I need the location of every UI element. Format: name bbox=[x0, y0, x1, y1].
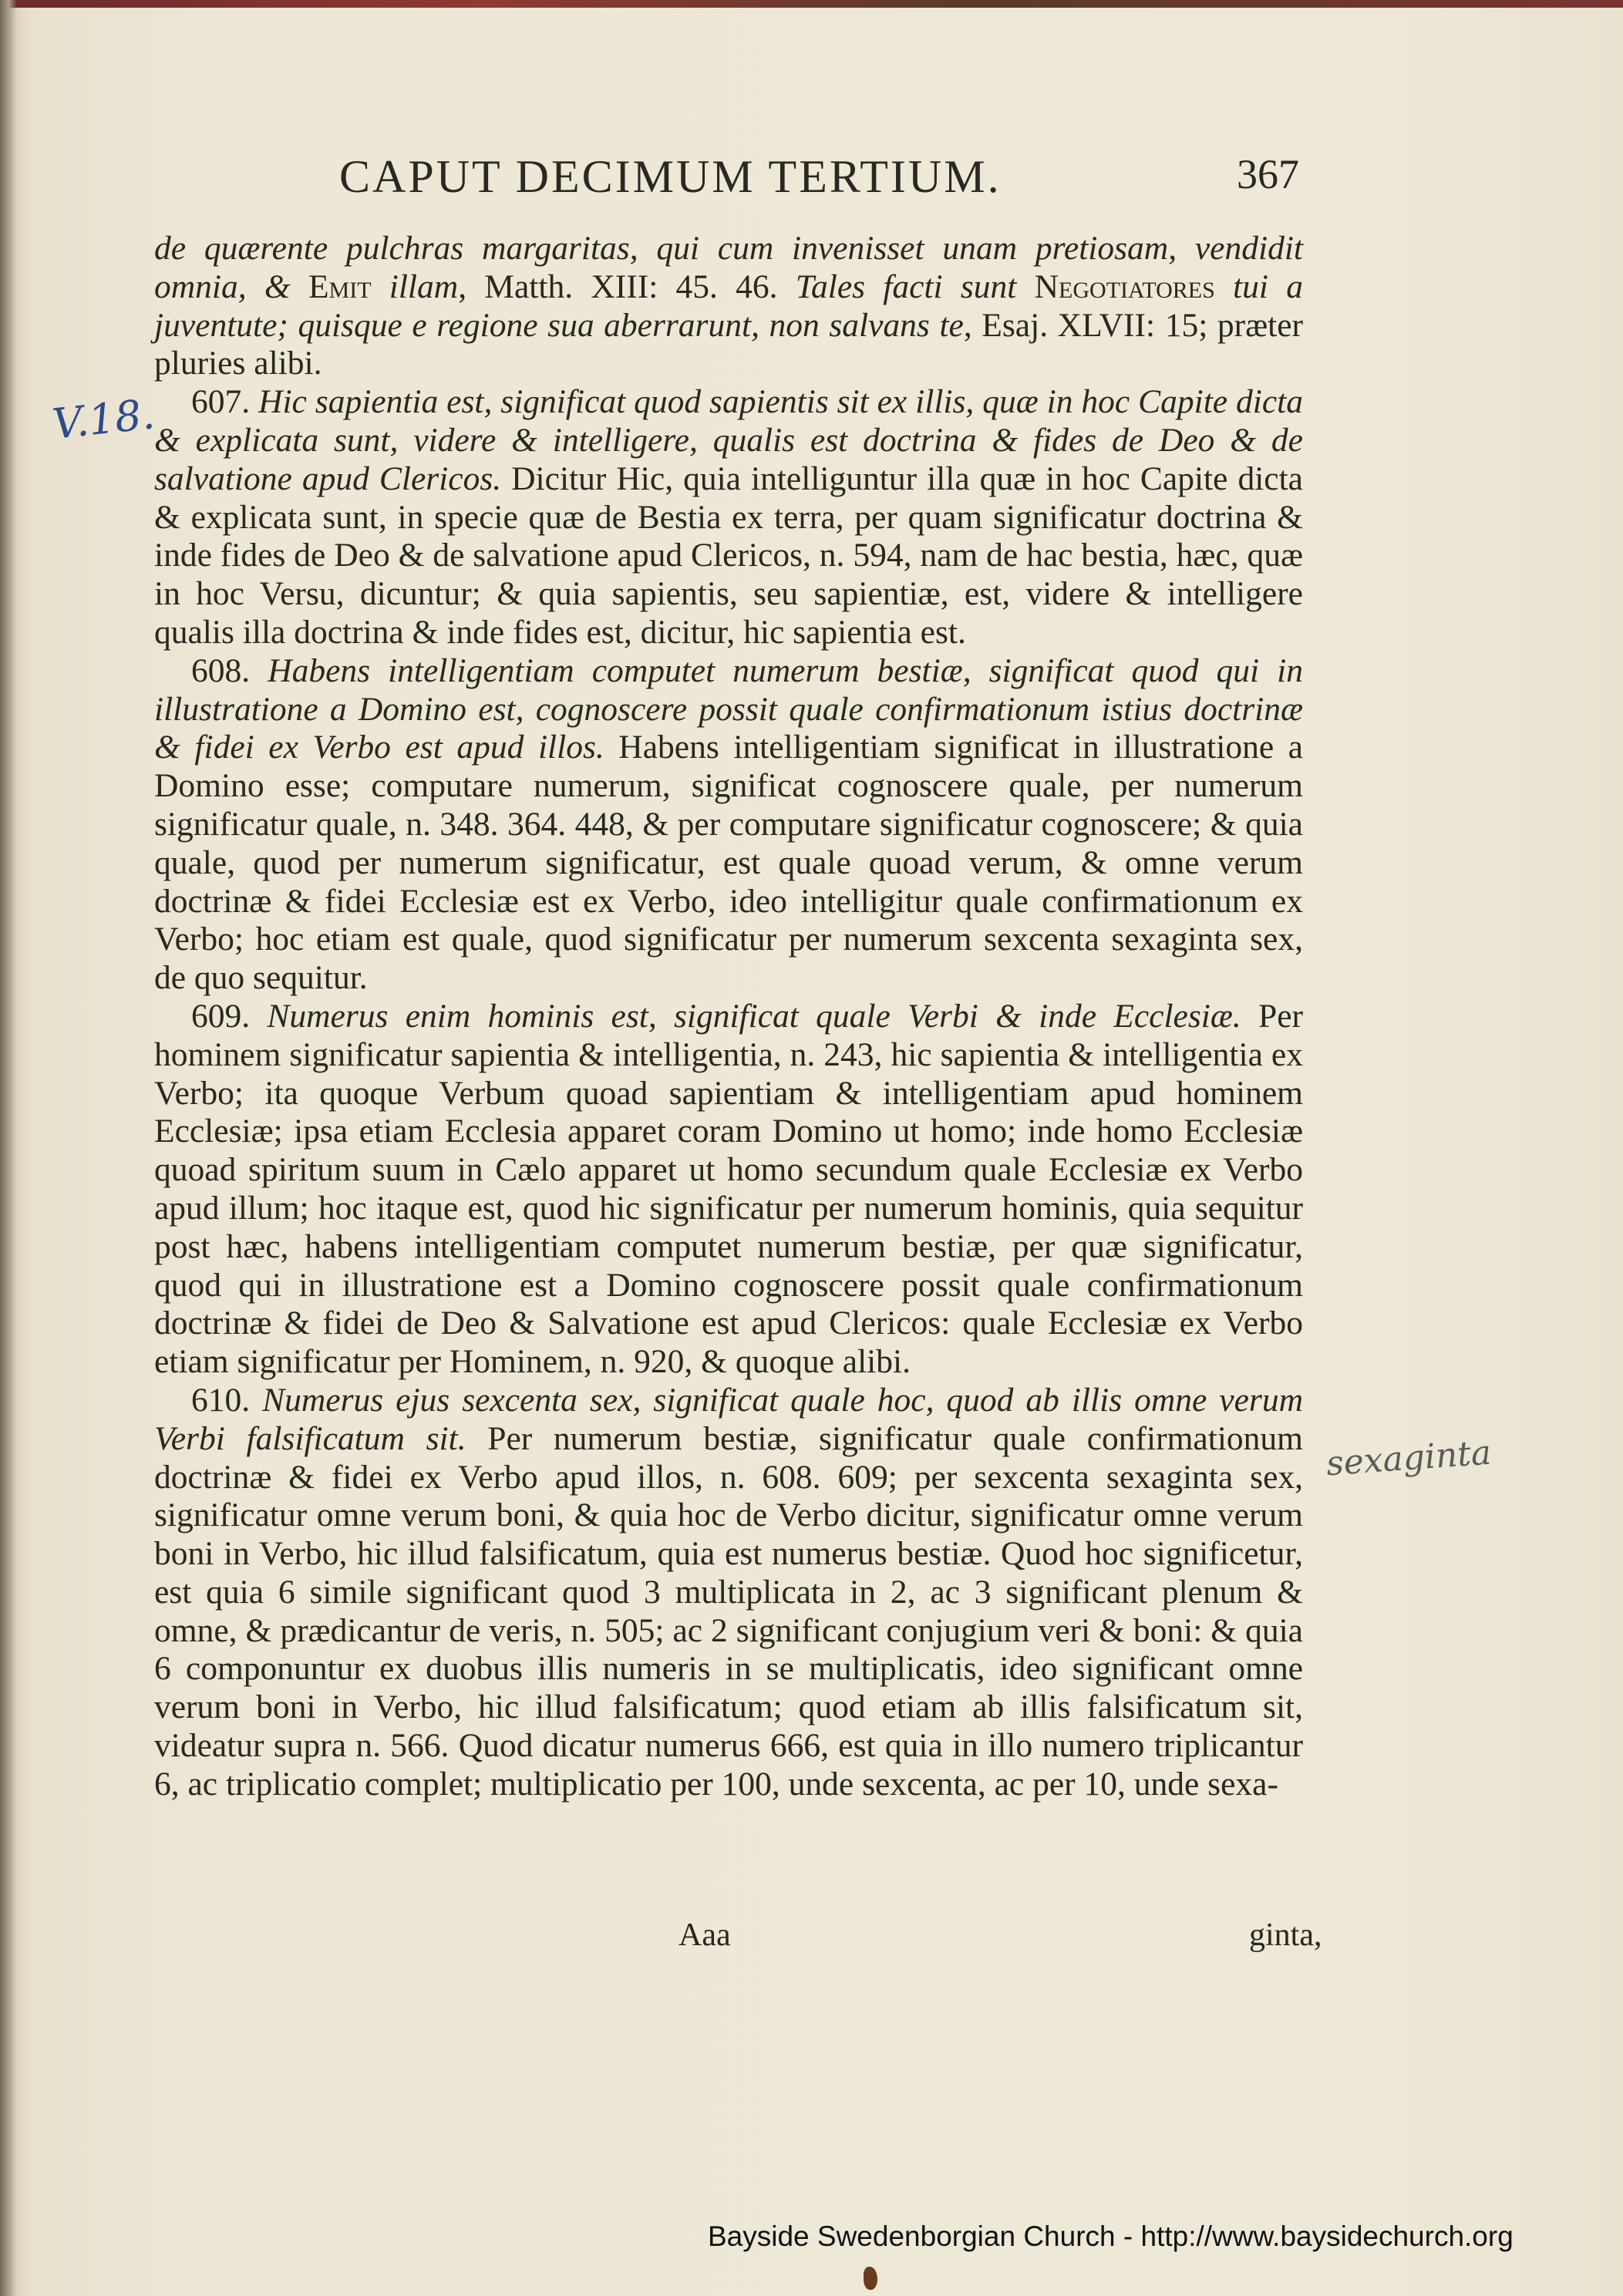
body-text bbox=[154, 230, 1303, 1804]
handwritten-margin-note-right: sexaginta bbox=[1325, 1432, 1493, 1484]
handwritten-margin-note-left: V.18. bbox=[50, 389, 157, 449]
text-span: , Esaj. XLVII: 15; præter pluries alibi. bbox=[154, 306, 1303, 382]
gutter-shadow bbox=[0, 0, 17, 2296]
paragraph-607 bbox=[154, 383, 1303, 652]
paragraph-608 bbox=[154, 652, 1303, 998]
paragraph-number: 609. bbox=[191, 997, 268, 1035]
text-span: de quærente pulchras margaritas, qui cum invenisset unam pretiosam, vendidit omnia, & bbox=[154, 230, 1303, 305]
paragraph-heading: Numerus ejus sexcenta sex, significat quale hoc, quod ab illis omne verum Verbi falsificatum sit. bbox=[154, 1381, 1303, 1457]
text-span: illam bbox=[371, 268, 459, 305]
paragraph-text: Per numerum bestiæ, significatur quale confirmationum doctrinæ & fidei ex Verbo apud illos, n. 608. 609; per sexcenta sexaginta sex, significatur omne verum boni, & quia hoc de Verbo dicitur, significatur omne verum boni in Verbo, hic illud falsificatum, quia est numerus bestiæ. Quod hoc significetur, est quia 6 simile significant quod 3 multiplicata in 2, ac 3 significant plenum & omne, & prædicantur de veris, n. 505; ac 2 significant conjugium veri & boni: & quia 6 componuntur ex duobus illis numeris in se multiplicatis, ideo significant omne verum boni in Verbo, hic illud falsificatum; quod etiam ab illis falsificatum sit, videatur supra n. 566. Quod dicatur numerus 666, est quia in illo numero triplicantur 6, ac triplicatio complet; multiplicatio per 100, unde sexcenta, ac per 10, unde sexa- bbox=[154, 1419, 1303, 1803]
ink-stain bbox=[864, 2267, 877, 2290]
book-edge-top bbox=[0, 0, 1623, 8]
paragraph-text: Dicitur Hic, quia intelliguntur illa quæ in hoc Capite dicta & explicata sunt, in specie quæ de Bestia ex terra, per quam significatur doctrina & inde fides de Deo & de salvatione apud Clericos, n. 594, nam de hac bestia, hæc, quæ in hoc Versu, dicuntur; & quia sapientis, seu sapientiæ, est, videre & intelligere qualis illa doctrina & inde fides est, dicitur, hic sapientia est. bbox=[154, 460, 1303, 651]
catchword: ginta, bbox=[1249, 1917, 1322, 1953]
paragraph-continuation bbox=[154, 230, 1303, 383]
paragraph-number: 607. bbox=[191, 383, 259, 421]
paragraph-text: Per hominem significatur sapientia & intelligentia, n. 243, hic sapientia & intelligentia ex Verbo; ita quoque Verbum quoad sapientiam & intelligentiam apud hominem Ecclesiæ; ipsa etiam Ecclesia apparet coram Domino ut homo; inde homo Ecclesiæ quoad spiritum suum in Cælo apparet ut homo secundum quale Ecclesiæ ex Verbo apud illum; hoc itaque est, quod hic significatur per numerum hominis, quia sequitur post hæc, habens intelligentiam computet numerum bestiæ, per quæ significatur, quod qui in illustratione est a Domino cognoscere possit quale confirmationum doctrinæ & fidei de Deo & Salvatione est apud Clericos: quale Ecclesiæ ex Verbo etiam significatur per Hominem, n. 920, & quoque alibi. bbox=[154, 997, 1303, 1381]
paragraph-heading: Numerus enim hominis est, significat quale Verbi & inde Ecclesiæ. bbox=[267, 997, 1241, 1035]
paragraph-number: 608. bbox=[191, 651, 268, 689]
paragraph-610 bbox=[154, 1382, 1303, 1804]
page-header bbox=[154, 150, 1299, 212]
text-span: Emit bbox=[308, 268, 372, 305]
signature-mark: Aaa bbox=[678, 1917, 731, 1953]
scan-credit: Bayside Swedenborgian Church - http://www.baysidechurch.org bbox=[708, 2220, 1514, 2252]
text-span: Negotiatores bbox=[1034, 268, 1215, 305]
paragraph-number: 610. bbox=[191, 1381, 263, 1419]
page-number: 367 bbox=[1237, 151, 1299, 197]
paragraph-text: Habens intelligentiam significat in illustratione a Domino esse; computare numerum, significat cognoscere quale, per numerum significatur quale, n. 348. 364. 448, & per computare significatur cognoscere; & quia quale, quod per numerum significatur, est quale quoad verum, & omne verum doctrinæ & fidei Ecclesiæ est ex Verbo, ideo intelligitur quale confirmationum ex Verbo; hoc etiam est quale, quod significatur per numerum sexcenta sexaginta sex, de quo sequitur. bbox=[154, 729, 1303, 997]
text-span: Tales facti sunt bbox=[795, 268, 1035, 305]
running-head: CAPUT DECIMUM TERTIUM. bbox=[339, 151, 1002, 202]
paragraph-heading: Habens intelligentiam computet numerum bestiæ, significat quod qui in illustratione a Domino est, cognoscere possit quale confirmationum istius doctrinæ & fidei ex Verbo est apud illos. bbox=[154, 651, 1303, 766]
paragraph-609 bbox=[154, 998, 1303, 1382]
text-span: tui a juventute; quisque e regione sua aberrarunt, non salvans te bbox=[154, 268, 1303, 344]
paragraph-heading: Hic sapientia est, significat quod sapientis sit ex illis, quæ in hoc Capite dicta & explicata sunt, videre & intelligere, qualis est doctrina & fides de Deo & de salvatione apud Clericos. bbox=[154, 383, 1304, 497]
text-span: , Matth. XIII: 45. 46. bbox=[458, 268, 796, 305]
